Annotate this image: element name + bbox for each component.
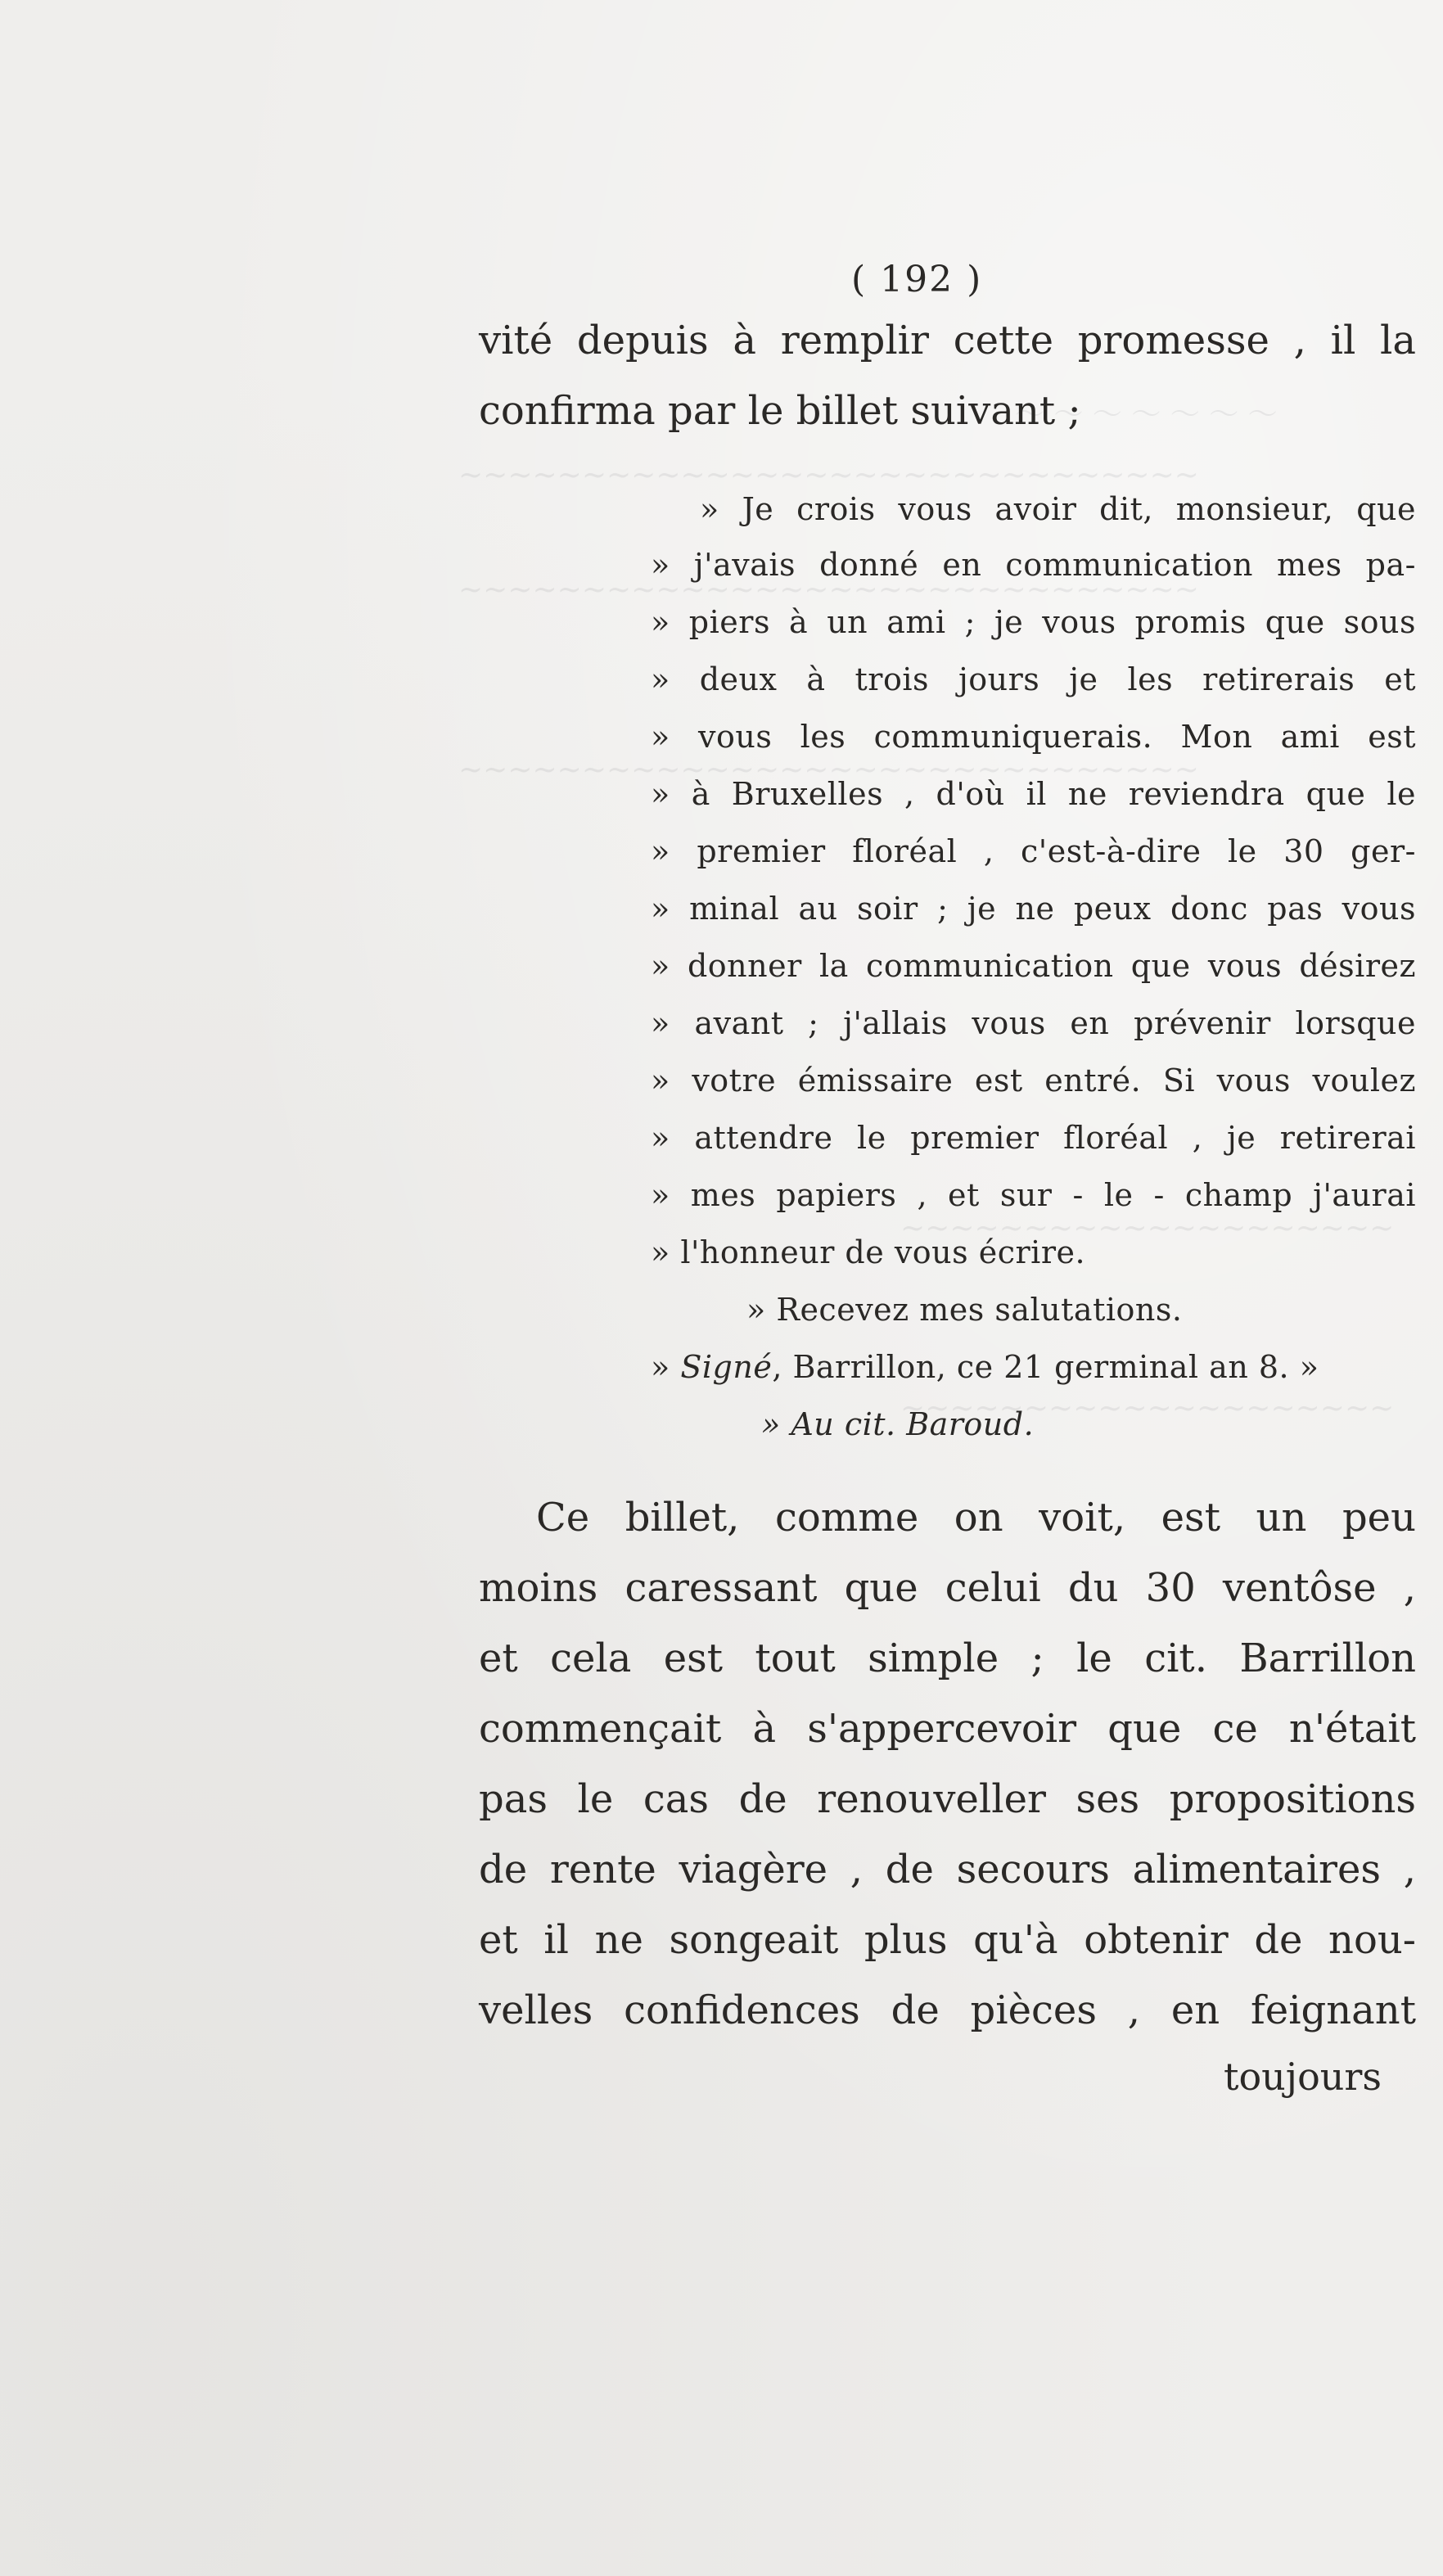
text-line: moins caressant que celui du 30 ventôse , xyxy=(479,1565,1416,1611)
quote-line: » votre émissaire est entré. Si vous voulez xyxy=(651,1062,1416,1099)
quote-line: » Je crois vous avoir dit, monsieur, que xyxy=(700,491,1416,527)
quote-line: » mes papiers , et sur - le - champ j'aurai xyxy=(651,1177,1416,1213)
quote-line: » j'avais donné en communication mes pa- xyxy=(651,547,1416,583)
text-line: velles confidences de pièces , en feignant xyxy=(479,1987,1416,2033)
quote-line: » deux à trois jours je les retirerais et xyxy=(651,661,1416,697)
text-line: de rente viagère , de secours alimentaires , xyxy=(479,1847,1416,1893)
quote-line: » premier floréal , c'est-à-dire le 30 ger- xyxy=(651,833,1416,869)
page-number: ( 192 ) xyxy=(851,259,983,300)
quote-line: » l'honneur de vous écrire. xyxy=(651,1234,1086,1270)
quote-line: » vous les communiquerais. Mon ami est xyxy=(651,719,1416,755)
quote-line: » piers à un ami ; je vous promis que sous xyxy=(651,604,1416,640)
signature-prefix: » xyxy=(651,1349,681,1385)
text-line: vité depuis à remplir cette promesse , il la xyxy=(479,318,1416,363)
text-line: et il ne songeait plus qu'à obtenir de nou- xyxy=(479,1917,1416,1963)
quote-line: » avant ; j'allais vous en prévenir lorsque xyxy=(651,1005,1416,1041)
quote-line: » attendre le premier floréal , je retirerai xyxy=(651,1120,1416,1156)
text-line: commençait à s'appercevoir que ce n'était xyxy=(479,1706,1416,1752)
quote-line: » donner la communication que vous désirez xyxy=(651,948,1416,984)
addressee: » Au cit. Baroud. xyxy=(761,1406,1035,1442)
signature-line xyxy=(651,1349,1319,1385)
signature-signed: Signé xyxy=(680,1349,773,1385)
quote-line: » minal au soir ; je ne peux donc pas vous xyxy=(651,891,1416,927)
book-page: ～ ～ ～ ～ ～ ～ ～ ~~~~~~~~~~~~~~~~~~~~~~~~~~~~~~ ~~~~~~~~~~~~~~~~~~~~~~~~~~~~~~ ~~~~~~~~~~~~~~~~~~~~~~~~~~~~~~ ~~~~~~~~~~~~~~~~~~~~ ~~~~~~~~~~~~~~~~~~~~ ( 192 ) vité depuis à remplir cette promesse , il la confirma par le billet suivant ; » Je crois vous avoir dit, monsieur, que » j'avais donné en communication mes pa- » piers à un ami ; je vous promis que sous » deux à trois jours je les retirerais et » vous les communiquerais. Mon ami est » à Bruxelles , d'où il ne reviendra que le » premier floréal , c'est-à-dire le 30 ger- » minal au soir ; je ne peux donc pas vous » donner la communication que vous désirez » avant ; j'allais vous en prévenir lorsque » votre émissaire est entré. Si vous voulez » attendre le premier floréal , je retirerai » mes papiers , et sur - le - champ j'aurai » l'honneur de vous écrire. » Recevez mes salutations. » Signé, Barrillon, ce 21 germinal an 8. » » Au cit. Baroud. Ce billet, comme on voit, est un peu moins caressant que celui du 30 ventôse , et cela est tout simple ; le cit. Barrillon commençait à s'appercevoir que ce n'était pas le cas de renouveller ses propositions de rente viagère , de secours alimentaires , et il ne songeait plus qu'à obtenir de nou- velles confidences de pièces , en feignant toujours xyxy=(0,0,1443,2576)
signature-rest: , Barrillon, ce 21 germinal an 8. » xyxy=(772,1349,1319,1385)
salutation: » Recevez mes salutations. xyxy=(746,1292,1183,1328)
text-line: pas le cas de renouveller ses propositions xyxy=(479,1776,1416,1822)
quote-line: » à Bruxelles , d'où il ne reviendra que le xyxy=(651,776,1416,812)
text-line: Ce billet, comme on voit, est un peu xyxy=(536,1495,1416,1541)
text-line: confirma par le billet suivant ; xyxy=(479,388,1081,434)
catchword: toujours xyxy=(1224,2055,1382,2099)
text-line: et cela est tout simple ; le cit. Barrillon xyxy=(479,1635,1416,1681)
